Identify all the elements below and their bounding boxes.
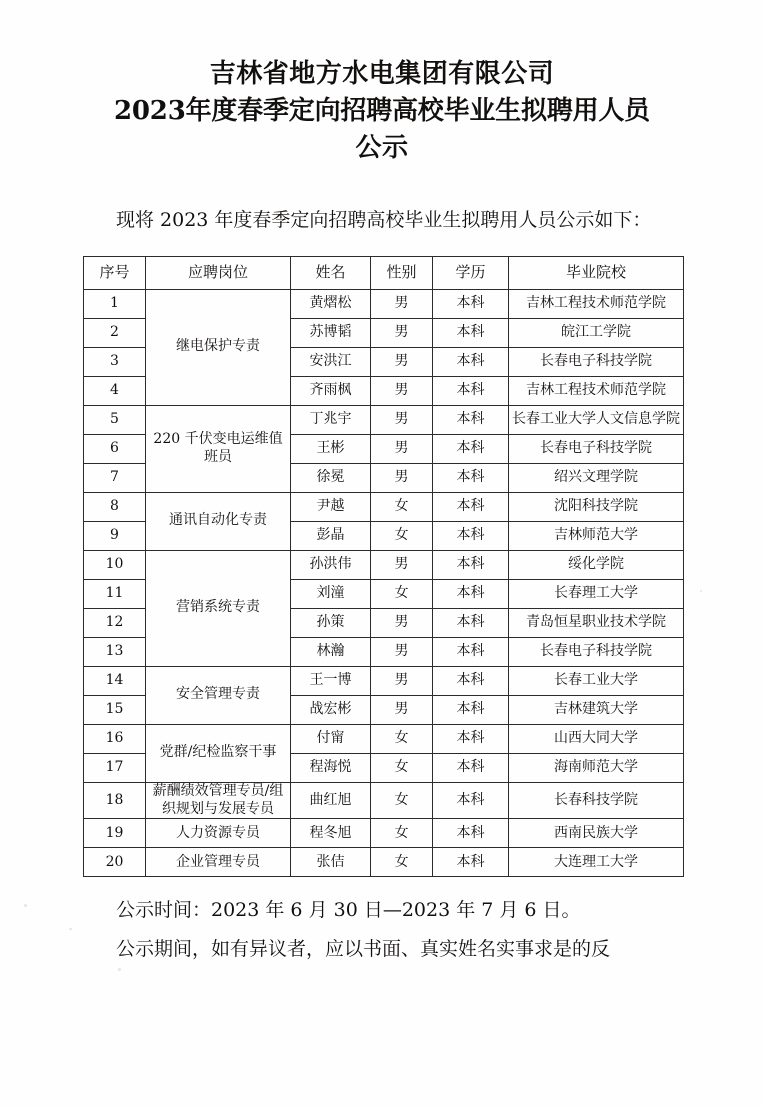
cell-index: 6 [84, 434, 146, 463]
column-header-name: 姓名 [291, 256, 371, 289]
cell-index: 1 [84, 289, 146, 318]
cell-school: 山西大同大学 [509, 724, 684, 753]
cell-sex: 男 [371, 289, 433, 318]
cell-school: 吉林工程技术师范学院 [509, 289, 684, 318]
cell-school: 长春电子科技学院 [509, 347, 684, 376]
cell-sex: 女 [371, 848, 433, 877]
cell-index: 9 [84, 521, 146, 550]
cell-name: 程冬旭 [291, 819, 371, 848]
cell-school: 长春理工大学 [509, 579, 684, 608]
cell-post: 通讯自动化专责 [146, 492, 291, 550]
cell-post: 220 千伏变电运维值班员 [146, 405, 291, 492]
table-row [84, 405, 684, 434]
table-row [84, 492, 684, 521]
cell-school: 长春科技学院 [509, 782, 684, 819]
cell-school: 海南师范大学 [509, 753, 684, 782]
cell-education: 本科 [433, 608, 509, 637]
column-header-education: 学历 [433, 256, 509, 289]
cell-index: 2 [84, 318, 146, 347]
cell-sex: 女 [371, 579, 433, 608]
cell-name: 黄熠松 [291, 289, 371, 318]
cell-school: 长春工业大学 [509, 666, 684, 695]
cell-sex: 男 [371, 695, 433, 724]
cell-name: 安洪江 [291, 347, 371, 376]
column-header-sex: 性别 [371, 256, 433, 289]
table-row [84, 782, 684, 819]
cell-index: 17 [84, 753, 146, 782]
cell-school: 西南民族大学 [509, 819, 684, 848]
cell-name: 曲红旭 [291, 782, 371, 819]
cell-sex: 女 [371, 819, 433, 848]
cell-index: 20 [84, 848, 146, 877]
footnotes [0, 877, 764, 969]
title-line-3: 公示 [355, 132, 409, 163]
cell-education: 本科 [433, 521, 509, 550]
cell-education: 本科 [433, 289, 509, 318]
cell-post: 营销系统专责 [146, 550, 291, 666]
cell-school: 吉林建筑大学 [509, 695, 684, 724]
table-row [84, 289, 684, 318]
cell-name: 战宏彬 [291, 695, 371, 724]
cell-index: 3 [84, 347, 146, 376]
cell-sex: 男 [371, 376, 433, 405]
cell-name: 林瀚 [291, 637, 371, 666]
cell-sex: 女 [371, 724, 433, 753]
cell-education: 本科 [433, 376, 509, 405]
cell-index: 10 [84, 550, 146, 579]
table-body [84, 289, 684, 877]
cell-index: 12 [84, 608, 146, 637]
cell-school: 沈阳科技学院 [509, 492, 684, 521]
cell-index: 8 [84, 492, 146, 521]
cell-education: 本科 [433, 550, 509, 579]
cell-post: 人力资源专员 [146, 819, 291, 848]
cell-sex: 男 [371, 405, 433, 434]
cell-school: 长春电子科技学院 [509, 637, 684, 666]
cell-sex: 男 [371, 550, 433, 579]
cell-name: 彭晶 [291, 521, 371, 550]
cell-education: 本科 [433, 405, 509, 434]
cell-name: 苏博韬 [291, 318, 371, 347]
candidates-table [83, 256, 684, 878]
cell-education: 本科 [433, 434, 509, 463]
cell-sex: 男 [371, 434, 433, 463]
cell-sex: 男 [371, 608, 433, 637]
cell-index: 7 [84, 463, 146, 492]
cell-sex: 男 [371, 347, 433, 376]
column-header-post: 应聘岗位 [146, 256, 291, 289]
cell-name: 尹越 [291, 492, 371, 521]
cell-name: 丁兆宇 [291, 405, 371, 434]
table-row [84, 550, 684, 579]
cell-education: 本科 [433, 347, 509, 376]
table-row [84, 819, 684, 848]
cell-name: 徐冕 [291, 463, 371, 492]
cell-index: 18 [84, 782, 146, 819]
cell-name: 付甯 [291, 724, 371, 753]
cell-index: 19 [84, 819, 146, 848]
cell-post: 党群/纪检监察干事 [146, 724, 291, 782]
cell-sex: 女 [371, 492, 433, 521]
cell-index: 5 [84, 405, 146, 434]
cell-school: 吉林工程技术师范学院 [509, 376, 684, 405]
cell-index: 11 [84, 579, 146, 608]
cell-name: 张佶 [291, 848, 371, 877]
cell-index: 15 [84, 695, 146, 724]
table-header-row [84, 256, 684, 289]
title-line-1: 吉林省地方水电集团有限公司 [209, 59, 555, 89]
cell-sex: 女 [371, 753, 433, 782]
cell-name: 刘潼 [291, 579, 371, 608]
table-row [84, 666, 684, 695]
cell-sex: 男 [371, 463, 433, 492]
cell-school: 长春电子科技学院 [509, 434, 684, 463]
column-header-school: 毕业院校 [509, 256, 684, 289]
cell-sex: 女 [371, 521, 433, 550]
cell-education: 本科 [433, 492, 509, 521]
cell-education: 本科 [433, 318, 509, 347]
cell-name: 程海悦 [291, 753, 371, 782]
cell-education: 本科 [433, 695, 509, 724]
cell-school: 绥化学院 [509, 550, 684, 579]
intro-paragraph: 现将 2023 年度春季定向招聘高校毕业生拟聘用人员公示如下： [116, 208, 652, 231]
notice-period-text: 公示时间：2023 年 6 月 30 日—2023 年 7 月 6 日。 [116, 899, 581, 922]
cell-post: 薪酬绩效管理专员/组织规划与发展专员 [146, 782, 291, 819]
cell-school: 大连理工大学 [509, 848, 684, 877]
cell-education: 本科 [433, 724, 509, 753]
cell-sex: 男 [371, 666, 433, 695]
cell-name: 齐雨枫 [291, 376, 371, 405]
table-row [84, 724, 684, 753]
cell-index: 13 [84, 637, 146, 666]
cell-education: 本科 [433, 819, 509, 848]
cell-post: 企业管理专员 [146, 848, 291, 877]
cell-index: 14 [84, 666, 146, 695]
cell-index: 4 [84, 376, 146, 405]
candidates-table-container [0, 240, 764, 878]
cell-sex: 男 [371, 318, 433, 347]
cell-sex: 女 [371, 782, 433, 819]
cell-education: 本科 [433, 848, 509, 877]
cell-education: 本科 [433, 782, 509, 819]
cell-school: 长春工业大学人文信息学院 [509, 405, 684, 434]
cell-name: 孙策 [291, 608, 371, 637]
cell-index: 16 [84, 724, 146, 753]
cell-education: 本科 [433, 637, 509, 666]
objection-text: 公示期间，如有异议者，应以书面、真实姓名实事求是的反 [116, 938, 611, 961]
cell-education: 本科 [433, 579, 509, 608]
cell-school: 吉林师范大学 [509, 521, 684, 550]
cell-education: 本科 [433, 463, 509, 492]
cell-school: 绍兴文理学院 [509, 463, 684, 492]
page-title [0, 0, 764, 167]
cell-education: 本科 [433, 666, 509, 695]
cell-name: 孙洪伟 [291, 550, 371, 579]
cell-post: 继电保护专责 [146, 289, 291, 405]
cell-name: 王一博 [291, 666, 371, 695]
cell-name: 王彬 [291, 434, 371, 463]
cell-education: 本科 [433, 753, 509, 782]
column-header-index: 序号 [84, 256, 146, 289]
cell-school: 青岛恒星职业技术学院 [509, 608, 684, 637]
table-row [84, 848, 684, 877]
title-line-2: 2023年度春季定向招聘高校毕业生拟聘用人员 [114, 95, 650, 126]
cell-school: 皖江工学院 [509, 318, 684, 347]
cell-post: 安全管理专责 [146, 666, 291, 724]
cell-sex: 男 [371, 637, 433, 666]
